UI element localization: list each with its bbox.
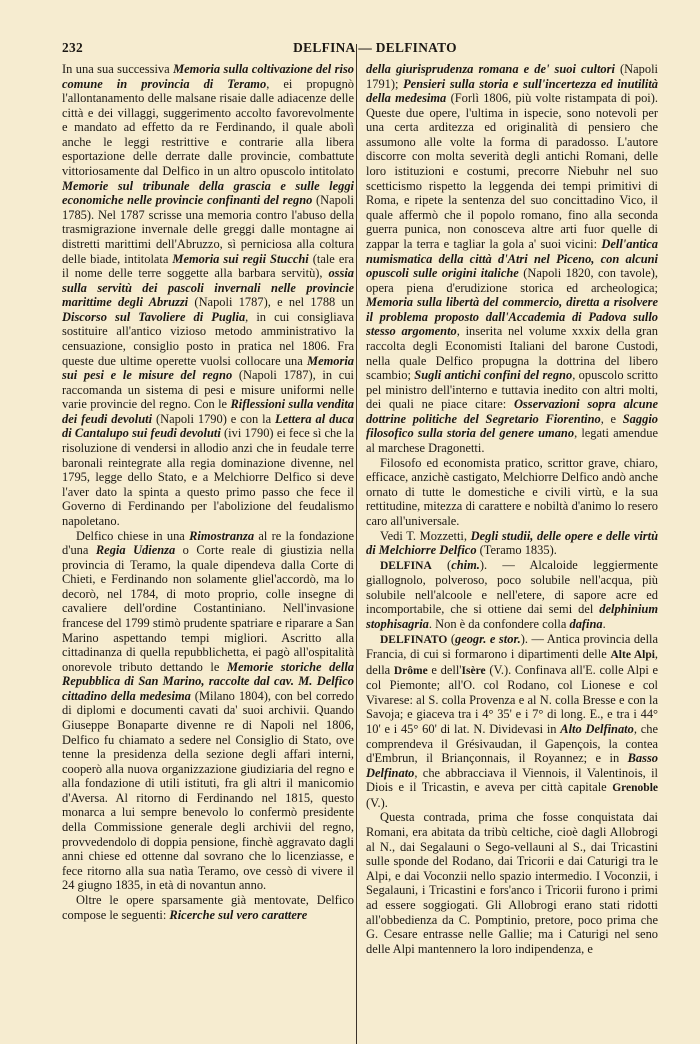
text-run: , che comprendeva il Grésivaudan, il Gapençois, la contea d'Embrun, il Briançonnais, il Royannez; e in	[366, 722, 659, 766]
italic-run: Memoria sulla libertà del commercio, diretta a risolvere il problema proposto dall'Accademia di Padova sullo stesso argomento	[366, 295, 659, 339]
text-run: Delfico chiese in una	[76, 528, 190, 543]
text-run: Oltre le opere sparsamente già mentovate, Delfico compose le seguenti:	[62, 892, 355, 922]
headword-run: Isère	[461, 664, 486, 677]
paragraph	[62, 529, 354, 893]
italic-run: Alto Delfinato	[560, 722, 634, 737]
italic-run: Degli studii, delle opere e delle virtù di Melchiorre Delfico	[366, 528, 659, 558]
text-run: Questa contrada, prima che fosse conquistata dai Romani, era abitata da tribù celtiche, cioè dagli Allobrogi al N., dai Segalauni o Sego-vellauni al S., dai Tricastini sulle sponde del Rodano, dai Tricorii e dai Caturigi tra le Alpi, e dai Voconzii nello spazio intermedio. I Voconzii, i Segalauni, i Tricastini e fors'anco i Tricorii furono i primi ad essere soggiogati. Gli Allobrogi erano stati ridotti all'obbedienza da C. Pomptinio, pretore, poco prima che G. Cesare entrasse nelle Gallie; ma i Caturigi nel seno delle Alpi mantennero la loro indipendenza, e	[366, 810, 659, 956]
italic-run: Sugli antichi confini del regno	[414, 368, 573, 383]
column-divider	[356, 44, 357, 1044]
italic-run: Dell'antica numismatica della città d'Atri nel Piceno, con alcuni opuscoli sulle origini italiche	[366, 236, 659, 281]
text-run: Vedi T. Mozzetti,	[380, 528, 471, 543]
left-column	[62, 62, 354, 1044]
italic-run: dafina	[569, 616, 603, 631]
text-run: , della	[366, 647, 659, 677]
italic-run: Memoria sulla coltivazione del riso comune in provincia di Teramo	[62, 62, 355, 91]
text-run: , in cui consigliava sostituire all'antico vizioso metodo amministrativo la censuazione, consiglio posto in pratica nel 1806. Fra queste due ultime operette vuolsi collocare una	[62, 309, 355, 368]
italic-run: Rimostranza	[189, 528, 255, 543]
text-run: .	[602, 616, 606, 631]
text-run: o Corte reale di giustizia nella provincia di Teramo, la quale dipendeva dalla Corte di Chieti, e Ferdinando non solamente gliel'accordò, ma lo decorò, nel 1784, di moto proprio, colle insegne di cavaliere dell'ordine Costantiniano. Nell'invasione francese del 1799 stimò prudente spatriare e riparare a San Marino aspettando tempi migliori. Ascritto alla cittadinanza di quella repubblichetta, ei pagò all'ospitalità onorevole tributo dettando le	[62, 543, 355, 674]
paragraph	[366, 456, 658, 529]
text-run: al re la fondazione d'una	[62, 528, 354, 558]
header-title: DELFINA — DELFINATO	[293, 40, 457, 55]
paragraph	[62, 62, 354, 529]
text-run: , che abbracciava il Viennois, il Valentinois, il Diois e il Tricastin, e aveva per città capitale	[366, 765, 659, 795]
text-run: . Non è da confondere colla	[428, 616, 570, 631]
italic-run: Osservazioni sopra alcune dottrine politiche del Segretario Fiorentino	[366, 397, 659, 426]
text-run: , opuscolo scritto pel ministro dell'interno e tuttavia inedito con altri molti, dei quali ne piace citare:	[366, 368, 659, 412]
entry-delfina	[366, 558, 658, 632]
italic-run: geogr. e stor.	[454, 631, 521, 646]
text-run: (Milano 1804), con bel corredo di diplomi e documenti cavati da' suoi archivii. Quando Giuseppe Bonaparte divenne re di Napoli nel 1806, Delfico fu chiamato a sedere nel Consiglio di Stato, ove tenne la presidenza della sezione degli affari interni, cooperò alla nuova organizzazione giudiziaria del regno e alla fondazione di utili istituti, fra gli altri il manicomio d'Aversa. Al ritorno di Ferdinando nel 1815, questo monarca a lui sempre benevolo lo confermò presidente della Commissione generale degli archivii del regno, provvedendolo di doppia pensione, finchè aggravato dagli anni chiese ed ottenne dal sovrano che lo licenziasse, e fece ritorno alla sua natìa Teramo, ove cessò di vivere il 24 giugno 1835, in età di novantun anno.	[62, 688, 355, 893]
headword-run: DELFINATO	[380, 633, 448, 646]
italic-run: Memorie storiche della Repubblica di San Marino, raccolte dal cav. M. Delfico cittadino della medesima	[62, 659, 355, 703]
text-run: In una sua successiva	[62, 62, 174, 76]
text-run: Filosofo ed economista pratico, scrittor grave, chiaro, efficace, anzichè castigato, Melchiorre Delfico andò anche ornato di tutte le domestiche e civili virtù, e la sua rettitudine, mitezza di carattere e nobiltà d'animo lo resero caro all'universale.	[366, 455, 659, 528]
italic-run: Regia Udienza	[95, 543, 176, 558]
text-run: , inserita nel volume xxxix della gran raccolta degli Economisti Italiani del barone Custodi, nella quale Delfico propugna la dottrina del libero scambio;	[366, 324, 659, 383]
text-run: (Forlì 1806, più volte ristampata di poi). Queste due opere, l'ultima in ispecie, sono notevoli per una certa arditezza ed originalità di pensiero che assumono alle volte la forma di paradosso. L'autore discorre con molta severità degli antichi Romani, delle loro istituzioni e costumi, precorre Niebuhr nel suo scetticismo rispetto la leggenda dei tempi primitivi di Roma, e ripete la sentenza del suo concittadino Vico, il quale affermò che il popolo romano, fino alla seconda guerra punica, non conosceva altre arti fuor quelle di zappar la terra e tagliar la gola a' suoi vicini:	[366, 91, 659, 251]
text-run: ). — Alcaloide leggiermente giallognolo, polveroso, poco solubile nell'acqua, più solubile nell'alcoole e nell'etere, di sapore acre ed incomportabile, che si ottiene dai semi del	[366, 557, 659, 617]
text-run: , ei propugnò l'allontanamento delle malsane risaie dalle adiacenze delle città e dei villaggi, suggerimento accolto favorevolmente e mandato ad effetto da re Ferdinando, il quale abolì anche le leggi restrittive e contrarie alla libera esportazione delle derrate dalle provincie, combattute vittoriosamente dal Delfico in un altro opuscolo intitolato	[62, 76, 355, 179]
italic-run: Ricerche sul vero carattere	[169, 907, 308, 922]
text-run: (ivi 1790) ei fece sì che la risoluzione di vendersi in allodio anzi che in feudale terre baronali reintegrate alla regia dominazione divenne, nel 1795, legge dello Stato, e a Melchiorre Delfico si deve l'aver dato la spinta a questo primo passo che fece il Governo di Ferdinando per l'abolizione del feudalismo napoletano.	[62, 426, 355, 528]
italic-run: Discorso sul Tavoliere di Puglia	[62, 309, 246, 324]
text-run: (	[447, 631, 455, 646]
italic-run: della giurisprudenza romana e de' suoi cultori	[366, 62, 615, 76]
text-run: e dell'	[427, 662, 462, 677]
right-column	[362, 62, 658, 1044]
italic-run: Lettera al duca di Cantalupo sui feudi devoluti	[62, 411, 355, 441]
text-run: ). — Antica provincia della Francia, di cui si formarono i dipartimenti delle	[366, 631, 659, 662]
text-run: (Teramo 1835).	[476, 543, 557, 558]
paragraph	[62, 893, 354, 922]
text-run: , legati amendue al marchese Dragonetti.	[366, 426, 659, 456]
italic-run: ossia sulla servitù dei pascoli invernali nelle provincie marittime degli Abruzzi	[62, 266, 355, 310]
text-run: , e	[600, 411, 623, 426]
text-run: (	[431, 557, 452, 572]
running-header	[62, 40, 658, 58]
text-run: (V.). Confinava all'E. colle Alpi e col Piemonte; all'O. col Rodano, col Lionese e col Vivarese: al S. colla Provenza e al N. colla Bresse e con la Savoja; e giaceva tra i 4° 35' e i 7° di long. E., e tra i 44° 10' e i 45° 60' di lat. N. Dividevasi in	[366, 662, 659, 737]
text-run: (tale era il nome delle terre soggette alla barbara servitù),	[62, 251, 354, 281]
italic-run: Memoria sui regii Stucchi	[172, 251, 309, 266]
page-number: 232	[62, 40, 83, 55]
text-run: (Napoli 1820, con tavole), opera piena d'erudizione storica ed archeologica;	[366, 266, 659, 295]
italic-run: Saggio filosofico sulla storia del genere umano	[366, 411, 659, 441]
entry-delfinato	[366, 632, 658, 811]
text-run: (Napoli 1790) e con la	[152, 411, 276, 426]
text-columns	[62, 62, 658, 1044]
headword-run: Drôme	[393, 664, 428, 677]
italic-run: delphinium stophisagria	[366, 602, 659, 631]
headword-run: Alte Alpi	[610, 649, 655, 662]
paragraph	[366, 529, 658, 558]
italic-run: Riflessioni sulla vendita dei feudi devoluti	[62, 397, 355, 426]
italic-run: Memoria sui pesi e le misure del regno	[62, 353, 355, 383]
text-run: (Napoli 1785). Nel 1787 scrisse una memoria contro l'abuso della trasmigrazione invernale delle greggi dalle montagne ai distretti marittimi dell'Abruzzo, sì perniciosa alla coltura delle biade, intitolata	[62, 193, 355, 266]
text-run: (Napoli 1787), in cui raccomanda un sistema di pesi e misure uniformi nelle varie provincie del regno. Con le	[62, 368, 355, 412]
paragraph	[366, 810, 658, 956]
italic-run: Pensieri sulla storia e sull'incertezza ed inutilità della medesima	[366, 76, 659, 106]
italic-run: Basso Delfinato	[366, 751, 659, 780]
italic-run: chim.	[451, 557, 480, 572]
text-run: (Napoli 1787), e nel 1788 un	[188, 295, 354, 310]
paragraph	[366, 62, 658, 456]
headword-run: Grenoble	[612, 782, 659, 795]
headword-run: DELFINA	[380, 559, 432, 572]
italic-run: Memorie sul tribunale della grascia e sulle leggi economiche nelle provincie confinanti del regno	[62, 178, 355, 208]
text-run: (V.).	[366, 795, 388, 810]
text-run: (Napoli 1791);	[366, 62, 659, 91]
